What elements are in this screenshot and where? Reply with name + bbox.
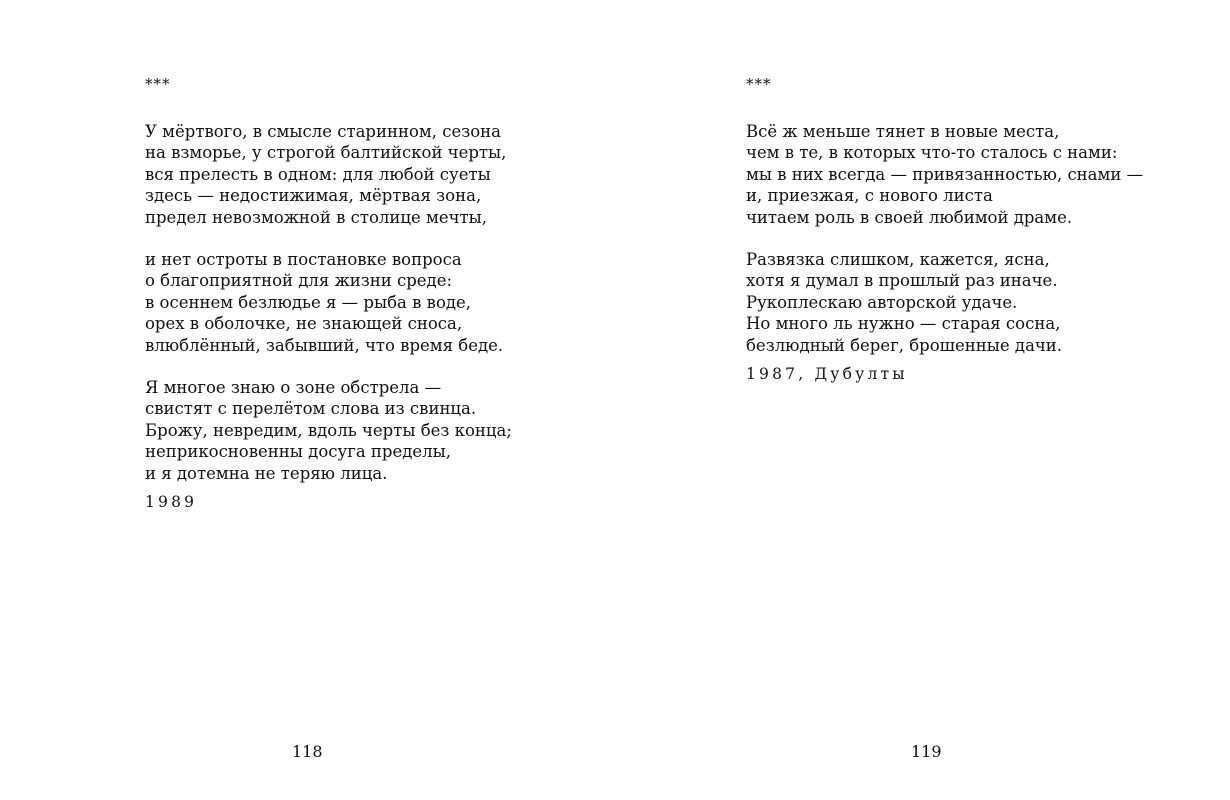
poem-line: предел невозможной в столице мечты, xyxy=(145,207,488,227)
poem-line: неприкосновенны досуга пределы, xyxy=(145,442,452,462)
poem-line: и я дотемна не теряю лица. xyxy=(145,463,388,483)
poem-line: безлюдный берег, брошенные дачи. xyxy=(746,335,1063,355)
poem-date: 1987, Дубулты xyxy=(746,365,908,384)
poem-right xyxy=(746,74,1143,384)
poem-line: Брожу, невредим, вдоль черты без конца; xyxy=(145,420,512,440)
poem-line: чем в те, в которых что-то сталось с нами: xyxy=(746,143,1118,163)
page-number: 118 xyxy=(292,742,323,761)
stanza xyxy=(145,249,512,356)
poem-separator: *** xyxy=(746,75,772,93)
poem-separator: *** xyxy=(145,75,171,93)
poem-line: орех в оболочке, не знающей сноса, xyxy=(145,314,463,334)
right-page xyxy=(615,0,1230,800)
poem-line: хотя я думал в прошлый раз иначе. xyxy=(746,271,1058,291)
poem-line: читаем роль в своей любимой драме. xyxy=(746,207,1073,227)
stanza xyxy=(746,249,1143,356)
poem-line: и нет остроты в постановке вопроса xyxy=(145,250,462,270)
poem-line: на взморье, у строгой балтийской черты, xyxy=(145,143,507,163)
stanza xyxy=(145,121,512,228)
poem-date: 1989 xyxy=(145,493,198,512)
poem-line: свистят с перелётом слова из свинца. xyxy=(145,399,477,419)
poem-left xyxy=(145,74,512,512)
poem-line: влюблённый, забывший, что время беде. xyxy=(145,335,504,355)
page-number: 119 xyxy=(911,742,942,761)
poem-line: У мёртвого, в смысле старинном, сезона xyxy=(145,122,502,141)
poem-line: Всё ж меньше тянет в новые места, xyxy=(746,122,1060,141)
poem-line: мы в них всегда — привязанностью, снами — xyxy=(746,164,1144,184)
stanza xyxy=(145,377,512,484)
poem-line: и, приезжая, с нового листа xyxy=(746,186,993,206)
stanza xyxy=(746,121,1143,228)
poem-line: Но много ль нужно — старая сосна, xyxy=(746,314,1061,334)
poem-line: Я многое знаю о зоне обстрела — xyxy=(145,378,442,398)
poem-line: Рукоплескаю авторской удаче. xyxy=(746,292,1018,312)
poem-line: в осеннем безлюдье я — рыба в воде, xyxy=(145,292,472,312)
poem-line: здесь — недостижимая, мёртвая зона, xyxy=(145,186,482,206)
poem-line: о благоприятной для жизни среде: xyxy=(145,271,453,291)
poem-line: Развязка слишком, кажется, ясна, xyxy=(746,250,1050,270)
poem-line: вся прелесть в одном: для любой суеты xyxy=(145,164,491,184)
